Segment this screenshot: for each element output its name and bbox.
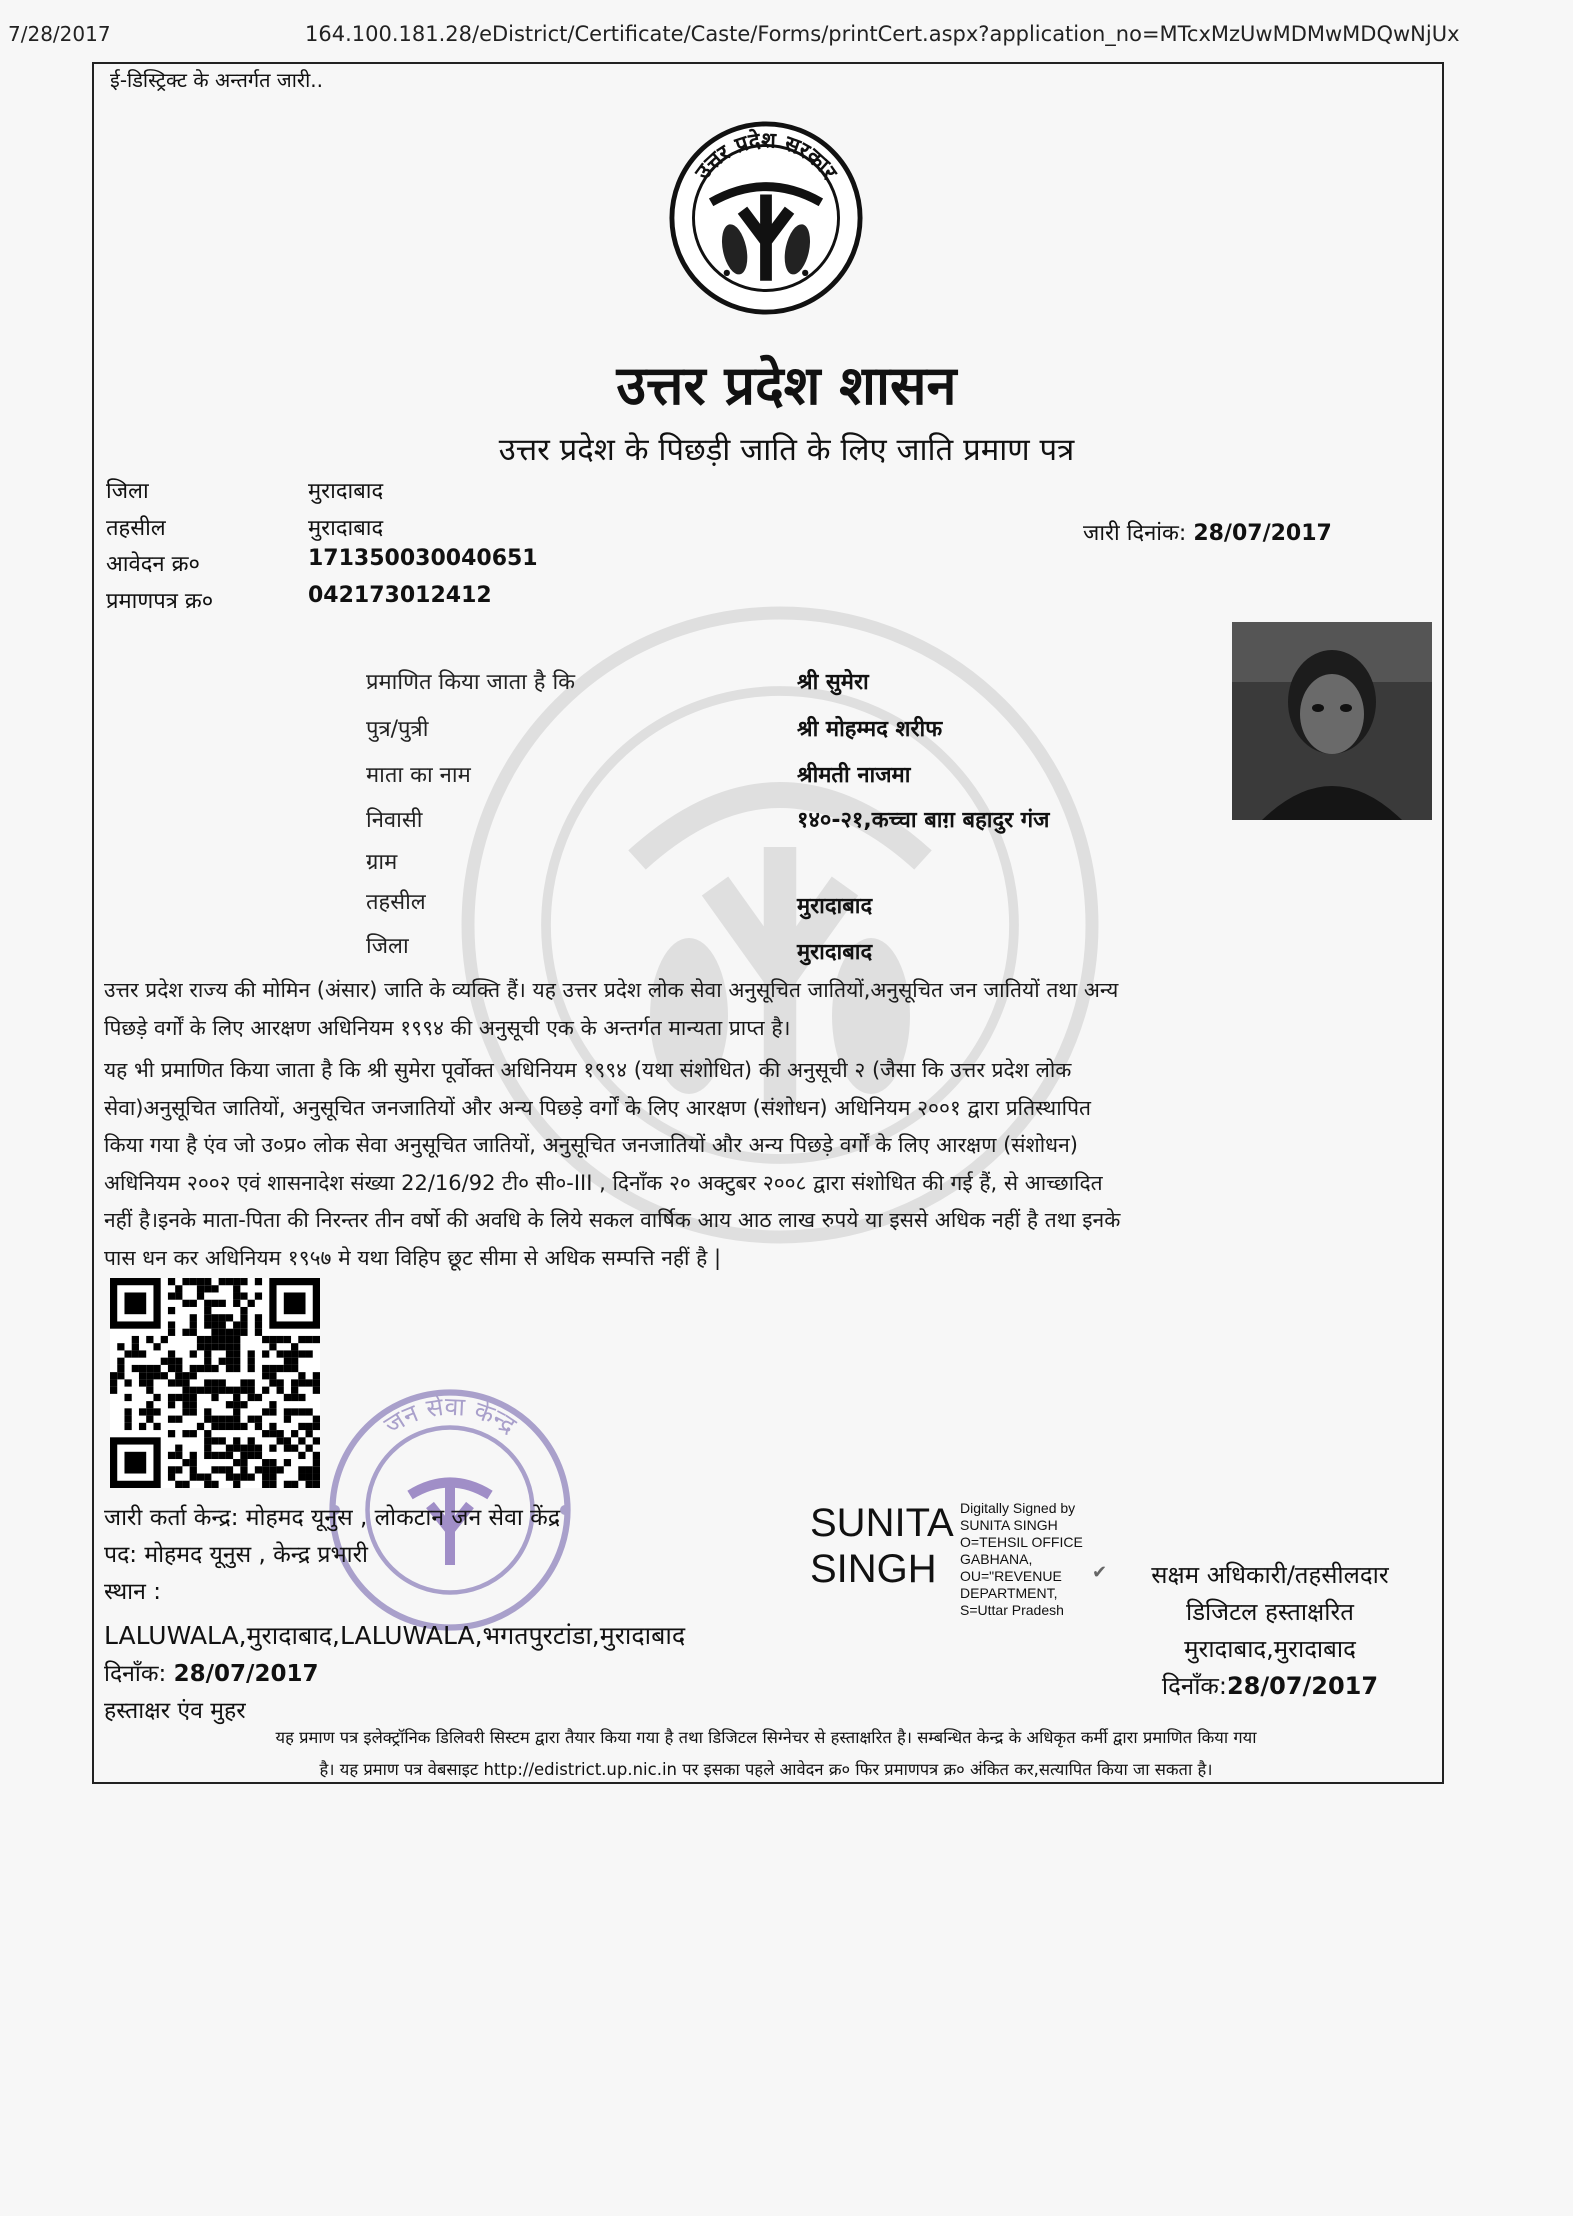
print-url: 164.100.181.28/eDistrict/Certificate/Caste/Forms/printCert.aspx?application_no=MTcxMzUwMDMwMDQwNjUx [305, 22, 1460, 46]
issuer-date-label: दिनाँक: [104, 1661, 167, 1687]
paragraph-line: पिछड़े वर्गों के लिए आरक्षण अधिनियम १९९४ की अनुसूची एक के अन्तर्गत मान्यता प्राप्त है। [104, 1015, 791, 1040]
issuer-place-value: LALUWALA,मुरादाबाद,LALUWALA,भगतपुरटांडा,मुरादाबाद [104, 1621, 686, 1650]
applicant-name: श्री सुमेरा [797, 670, 869, 695]
mother-label: माता का नाम [366, 763, 471, 788]
paragraph-creamy-layer [104, 1052, 1434, 1277]
paragraph-line: सेवा)अनुसूचित जातियों, अनुसूचित जनजातियों और अन्य पिछड़े वर्गों के लिए आरक्षण (संशोधन) अधिनियम २००१ द्वारा प्रतिस्थापित [104, 1095, 1092, 1120]
paragraph-line: किया गया है एंव जो उ०प्र० लोक सेवा अनुसूचित जातियों, अनुसूचित जनजातियों और अन्य पिछड़े वर्गों के लिए आरक्षण (संशोधन) [104, 1133, 1078, 1157]
issue-date-value: 28/07/2017 [1193, 521, 1332, 546]
issue-date-label: जारी दिनांक: [1083, 521, 1187, 546]
authority-date-value: 28/07/2017 [1226, 1672, 1379, 1700]
authority-block [1100, 1557, 1440, 1705]
resident-address: १४०-२१,कच्चा बाग़ बहादुर गंज [797, 808, 1050, 833]
svg-text:उत्तर प्रदेश सरकार: उत्तर प्रदेश सरकार [690, 128, 842, 185]
signature-meta-line: OU="REVENUE [960, 1568, 1062, 1584]
footer-line: है। यह प्रमाण पत्र वेबसाइट http://edistrict.up.nic.in पर इसका पहले आवेदन क्र० फिर प्रमाणपत्र क्र० अंकित कर,सत्यापित किया जा सकता है। [319, 1760, 1213, 1779]
issue-date [1083, 517, 1332, 547]
signer-name-line1: SUNITA [810, 1501, 954, 1545]
signature-meta-line: S=Uttar Pradesh [960, 1602, 1064, 1618]
issuer-block [104, 1500, 685, 1730]
issuer-date [104, 1656, 685, 1693]
tehsil-value: मुरादाबाद [308, 516, 384, 541]
signer-name-line2: SINGH [810, 1547, 937, 1591]
issuer-sign-label: हस्ताक्षर एंव मुहर [104, 1698, 246, 1724]
authority-designation: सक्षम अधिकारी/तहसीलदार [1151, 1561, 1389, 1589]
paragraph-line: नहीं है।इनके माता-पिता की निरन्तर तीन वर्षो की अवधि के लिये सकल वार्षिक आय आठ लाख रुपये या इससे अधिक नहीं है तथा इनके [104, 1208, 1121, 1232]
authority-date-label: दिनाँक: [1161, 1672, 1227, 1700]
resident-label: निवासी [366, 808, 423, 833]
father-name: श्री मोहम्मद शरीफ [797, 717, 943, 742]
signature-details [960, 1500, 1083, 1619]
paragraph-line: पास धन कर अधिनियम १९५७ मे यथा विहिप छूट सीमा से अधिक सम्पत्ति नहीं है | [104, 1245, 722, 1270]
district-label: जिला [106, 479, 149, 504]
issuer-center: जारी कर्ता केन्द्र: मोहमद यूनुस , लोकटान जन सेवा केंद्र [104, 1505, 561, 1531]
district-value: मुरादाबाद [308, 479, 384, 504]
application-no-label: आवेदन क्र० [106, 552, 200, 577]
issuer-place-label: स्थान : [104, 1579, 161, 1605]
paragraph-caste [104, 972, 1434, 1047]
signature-meta-line: GABHANA, [960, 1551, 1033, 1567]
authority-location: मुरादाबाद,मुरादाबाद [1184, 1635, 1356, 1663]
applicant-photo [1232, 622, 1432, 820]
tehsil-label: तहसील [106, 516, 166, 541]
issued-under-note: ई-डिस्ट्रिक्ट के अन्तर्गत जारी.. [110, 68, 323, 92]
cert-tehsil-value: मुरादाबाद [797, 894, 873, 919]
application-no-value: 171350030040651 [308, 546, 538, 571]
qr-code-icon[interactable] [110, 1278, 320, 1488]
signature-meta-line: O=TEHSIL OFFICE [960, 1534, 1083, 1550]
print-date: 7/28/2017 [8, 22, 111, 46]
mother-name: श्रीमती नाजमा [797, 763, 911, 788]
paragraph-line: अधिनियम २००२ एवं शासनादेश संख्या 22/16/92 टी० सी०-III , दिनाँक २० अक्टुबर २००८ द्वारा संशोधित की गई हैं, से आच्छादित [104, 1170, 1103, 1195]
signature-meta-line: Digitally Signed by [960, 1500, 1076, 1516]
paragraph-line: यह भी प्रमाणित किया जाता है कि श्री सुमेरा पूर्वोक्त अधिनियम १९९४ (यथा संशोधित) की अनुसूची २ (जैसा कि उत्तर प्रदेश लोक [104, 1058, 1072, 1082]
certified-label: प्रमाणित किया जाता है कि [366, 670, 576, 695]
cert-district-value: मुरादाबाद [797, 940, 873, 965]
village-label: ग्राम [366, 850, 398, 875]
signature-valid-check-icon: ✔ [1092, 1562, 1108, 1583]
cert-district-label: जिला [366, 934, 409, 959]
signature-meta-line: DEPARTMENT, [960, 1585, 1058, 1601]
footer-note [106, 1722, 1426, 1786]
svg-text:जन सेवा केन्द्र: जन सेवा केन्द्र [378, 1391, 522, 1440]
certificate-title: उत्तर प्रदेश शासन [616, 354, 957, 417]
certificate-subtitle: उत्तर प्रदेश के पिछड़ी जाति के लिए जाति प्रमाण पत्र [498, 432, 1075, 468]
digital-signature [810, 1500, 954, 1592]
certificate-no-value: 042173012412 [308, 583, 492, 608]
certificate-no-label: प्रमाणपत्र क्र० [106, 589, 214, 614]
issuer-post: पद: मोहमद यूनुस , केन्द्र प्रभारी [104, 1542, 368, 1568]
paragraph-line: उत्तर प्रदेश राज्य की मोमिन (अंसार) जाति के व्यक्ति हैं। यह उत्तर प्रदेश लोक सेवा अनुसूचित जातियों,अनुसूचित जन जातियों तथा अन्य [104, 978, 1119, 1002]
cert-tehsil-label: तहसील [366, 890, 426, 915]
parent-label: पुत्र/पुत्री [366, 717, 429, 742]
up-government-emblem-icon [668, 120, 864, 316]
signature-meta-line: SUNITA SINGH [960, 1517, 1058, 1533]
authority-date [1100, 1668, 1440, 1705]
footer-line: यह प्रमाण पत्र इलेक्ट्रॉनिक डिलिवरी सिस्टम द्वारा तैयार किया गया है तथा डिजिटल सिग्नेचर से हस्ताक्षरित है। सम्बन्धित केन्द्र के अधिकृत कर्मी द्वारा प्रमाणित किया गया [275, 1728, 1257, 1747]
authority-digital: डिजिटल हस्ताक्षरित [1186, 1598, 1354, 1626]
issuer-date-value: 28/07/2017 [173, 1661, 319, 1687]
